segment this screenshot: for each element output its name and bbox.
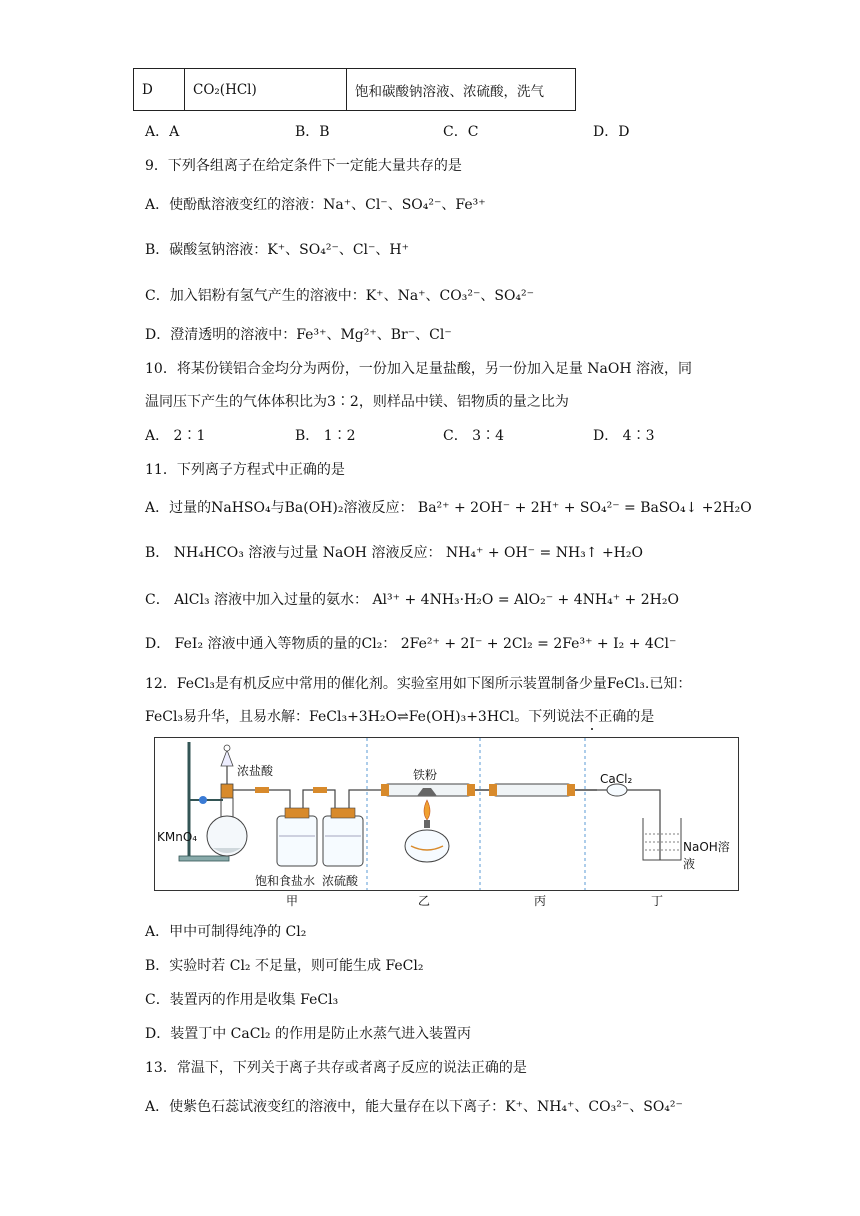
option-a: A．A [145,124,180,140]
q13-a-ions: K⁺、NH₄⁺、CO₃²⁻、SO₄²⁻ [505,1099,683,1115]
table-row [134,69,576,111]
section-label-bing: 丙 [534,894,547,908]
q9-stem: 9．下列各组离子在给定条件下一定能大量共存的是 [145,158,462,174]
q9-d-text: D．澄清透明的溶液中： [145,327,297,343]
q11-option-c: C． AlCl₃ 溶液中加入过量的氨水： Al³⁺ + 4NH₃·H₂O = AlO₂⁻ + 4NH₄⁺ + 2H₂O [145,592,679,608]
q10-stem-line1: 10．将某份镁铝合金均分为两份，一份加入足量盐酸，另一份加入足量 NaOH 溶液，同 [145,361,692,377]
option-c: C． 3∶4 [443,428,504,444]
apparatus-diagram [155,738,738,890]
section-label-ding: 丁 [651,894,664,908]
q11-option-b: B． NH₄HCO₃ 溶液与过量 NaOH 溶液反应： NH₄⁺ + OH⁻ = NH₃↑ +H₂O [145,545,643,561]
table-cell: 饱和碳酸钠溶液、浓硫酸，洗气 [347,69,576,111]
q13-option-a [145,1096,683,1116]
q10-options [145,425,845,445]
q9-option-d [145,324,452,344]
q12-stem-text: FeCl₃易升华，且易水解：FeCl₃+3H₂O⇌Fe(OH)₃+3HCl。下列说法 [145,709,585,725]
label-kmno4: KMnO₄ [157,830,198,844]
option-b: B． 1∶2 [295,428,356,444]
section-label-jia: 甲 [286,894,299,908]
label-naoh: NaOH溶液 [683,840,730,871]
q12-stem-line1: 12．FeCl₃是有机反应中常用的催化剂。实验室用如下图所示装置制备少量FeCl₃.已知： [145,676,692,692]
q9-option-c [145,285,534,305]
q9-a-text: A．使酚酞溶液变红的溶液： [145,197,324,213]
option-b: B．B [295,124,330,140]
label-iron-powder: 铁粉 [413,768,438,782]
q12-option-d: D．装置丁中 CaCl₂ 的作用是防止水蒸气进入装置丙 [145,1026,471,1042]
emphasis-dot-text: 不 [584,709,599,725]
label-cacl2: CaCl₂ [600,772,633,786]
apparatus-figure [154,737,739,891]
option-c: C．C [443,124,479,140]
label-conc-hcl: 浓盐酸 [237,764,274,778]
section-label-yi: 乙 [418,894,431,908]
q11-option-a: A．过量的NaHSO₄与Ba(OH)₂溶液反应： Ba²⁺ + 2OH⁻ + 2H⁺ + SO₄²⁻ = BaSO₄↓ +2H₂O [145,500,752,516]
q11-stem: 11．下列离子方程式中正确的是 [145,462,345,478]
q9-c-text: C．加入铝粉有氢气产生的溶液中： [145,288,366,304]
q12-stem-tail: 正确的是 [598,709,655,725]
q10-stem-line2: 温同压下产生的气体体积比为3∶2，则样品中镁、铝物质的量之比为 [145,394,569,410]
q9-option-b [145,239,409,259]
q9-b-text: B．碳酸氢钠溶液： [145,242,268,258]
q9-c-ions: K⁺、Na⁺、CO₃²⁻、SO₄²⁻ [365,288,535,304]
q13-a-text: A．使紫色石蕊试液变红的溶液中，能大量存在以下离子： [145,1099,506,1115]
q12-stem-line2 [145,706,654,726]
option-d: D． 4∶3 [593,428,655,444]
q9-option-a [145,194,486,214]
q11-option-d: D． FeI₂ 溶液中通入等物质的量的Cl₂： 2Fe²⁺ + 2I⁻ + 2Cl₂ = 2Fe³⁺ + I₂ + 4Cl⁻ [145,636,677,652]
q9-b-ions: K⁺、SO₄²⁻、Cl⁻、H⁺ [267,242,410,258]
answer-table [133,68,576,111]
q12-option-c: C．装置丙的作用是收集 FeCl₃ [145,992,339,1008]
option-d: D．D [593,124,630,140]
q9-a-ions: Na⁺、Cl⁻、SO₄²⁻、Fe³⁺ [323,197,486,213]
label-conc-h2so4: 浓硫酸 [322,874,359,888]
q8-options [145,121,845,141]
q12-option-b: B．实验时若 Cl₂ 不足量，则可能生成 FeCl₂ [145,958,424,974]
table-cell: CO₂(HCl) [185,69,347,111]
q12-option-a: A．甲中可制得纯净的 Cl₂ [145,924,307,940]
q9-d-ions: Fe³⁺、Mg²⁺、Br⁻、Cl⁻ [296,327,452,343]
label-sat-nacl: 饱和食盐水 [255,874,316,888]
q13-stem: 13．常温下，下列关于离子共存或者离子反应的说法正确的是 [145,1060,527,1076]
table-cell: D [134,69,185,111]
option-a: A． 2∶1 [145,428,206,444]
